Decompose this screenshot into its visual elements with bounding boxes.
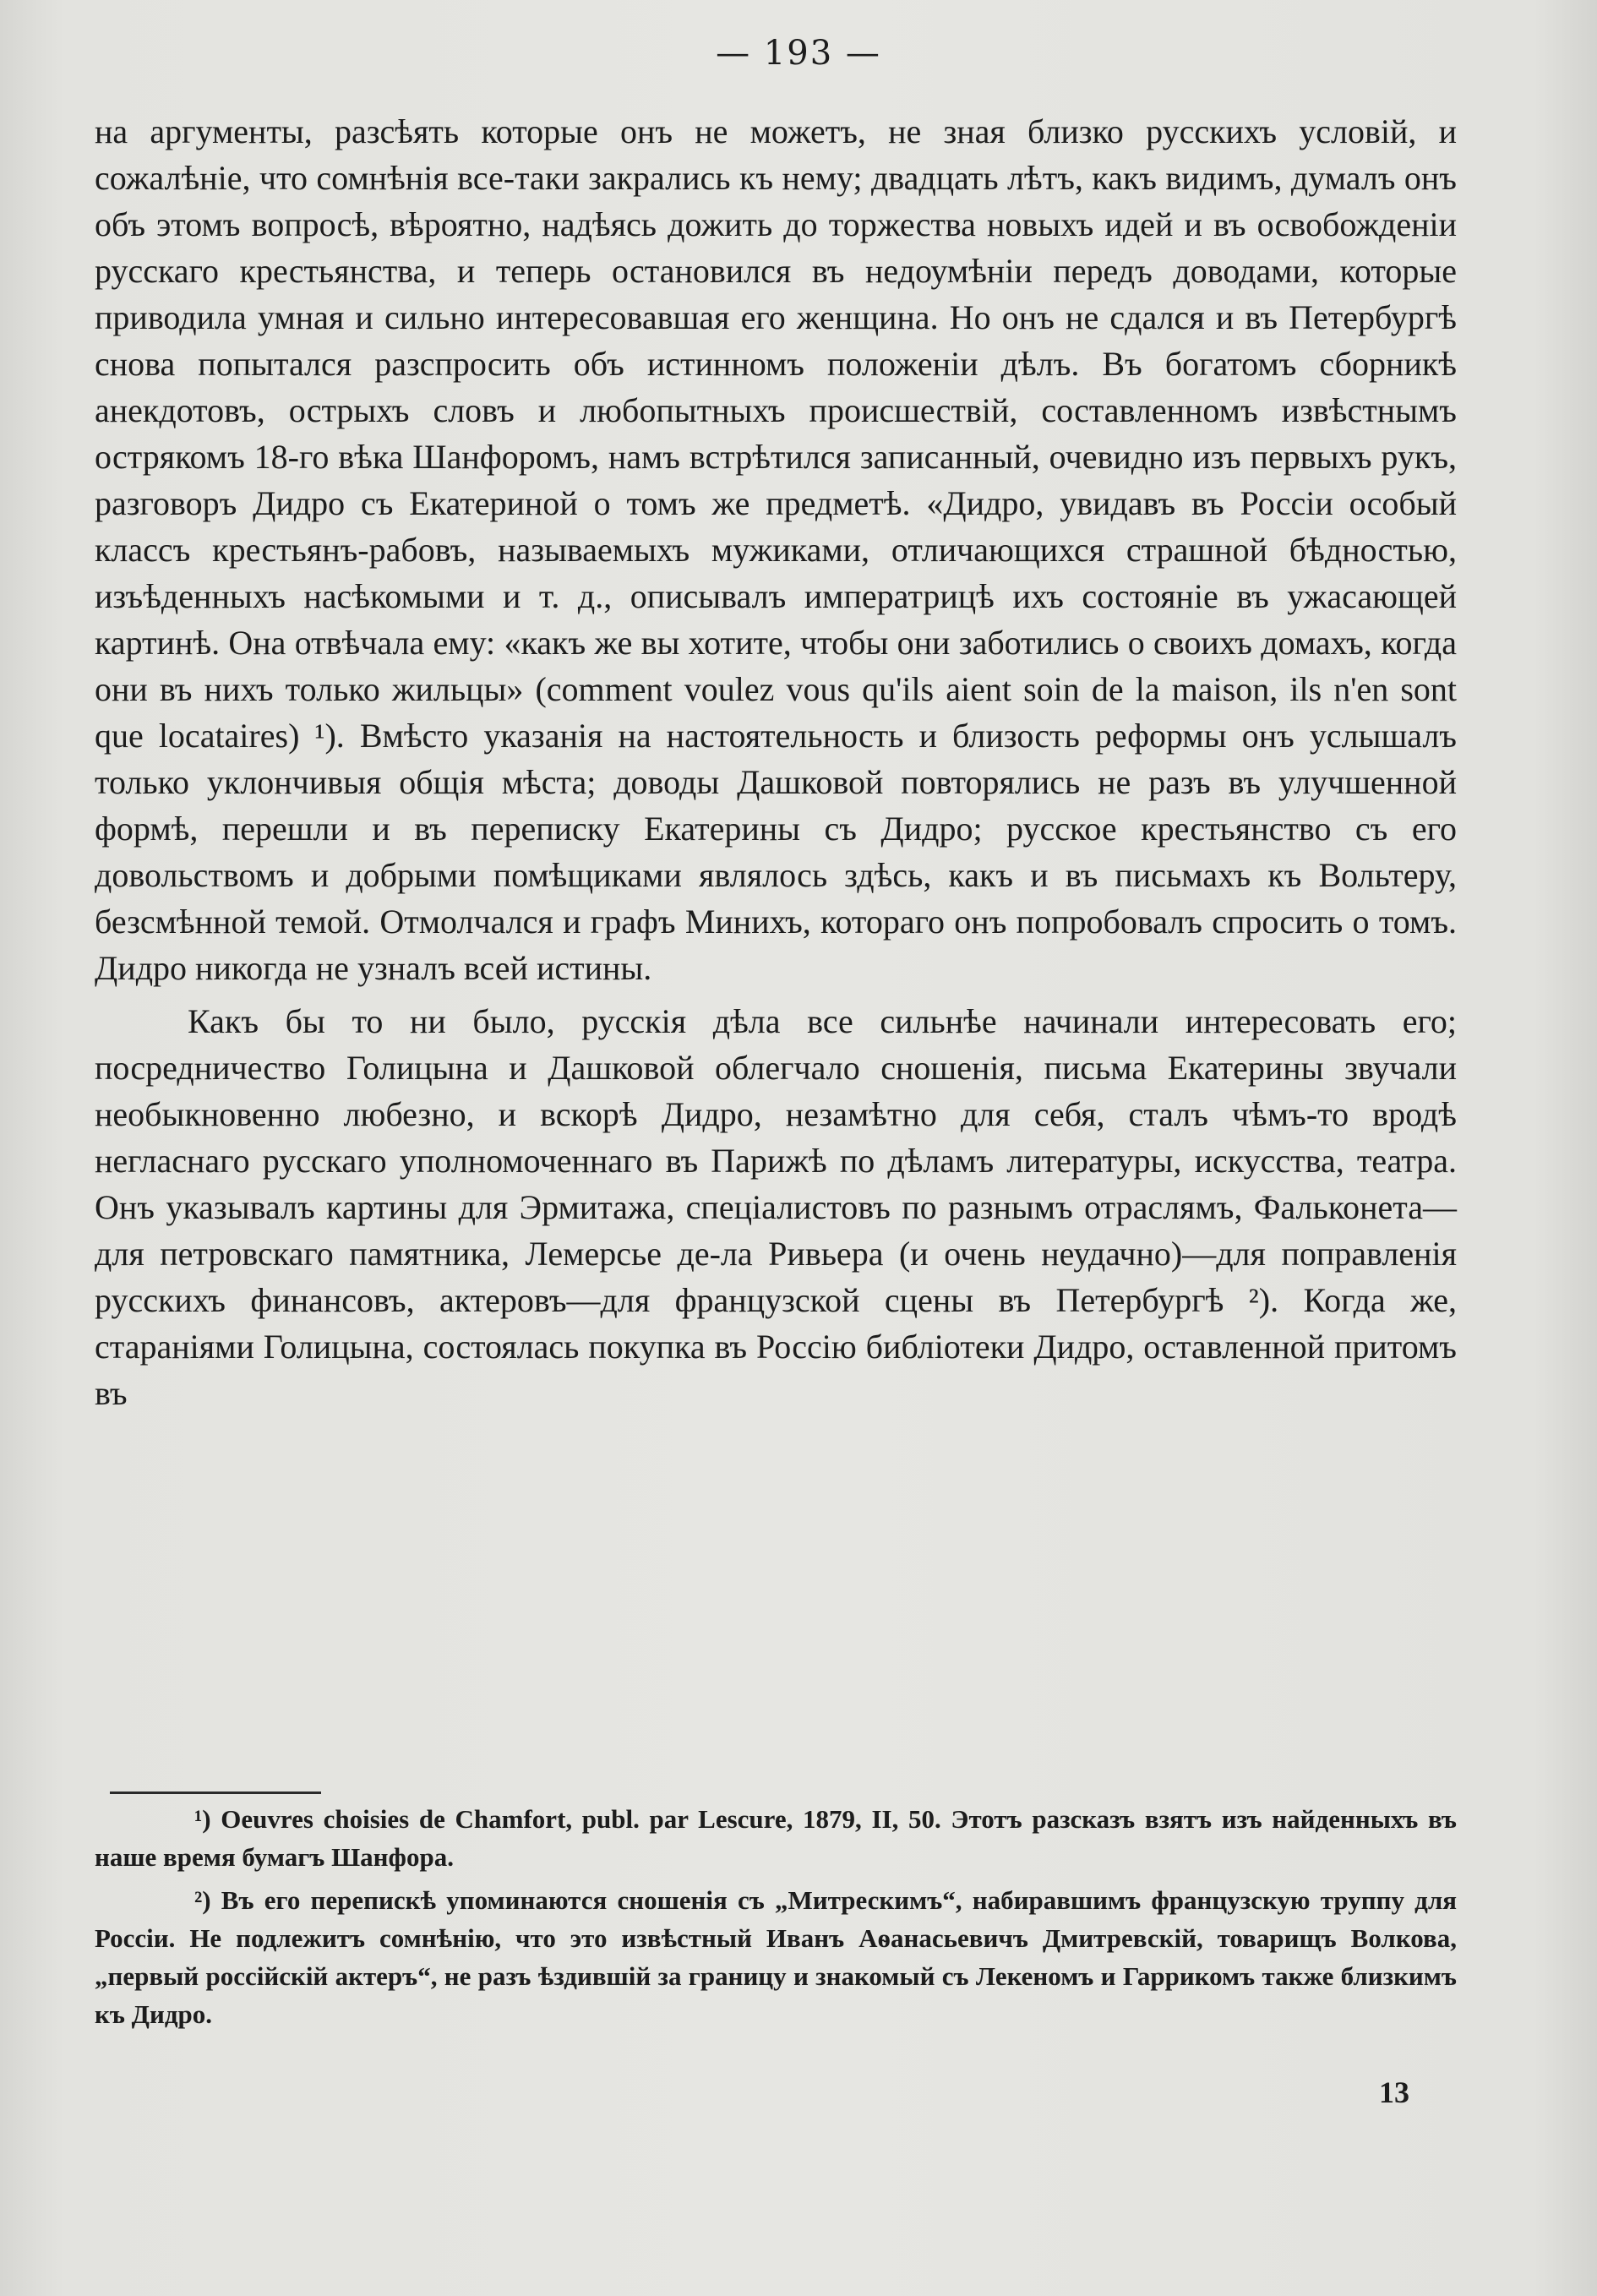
main-text <box>95 108 1457 1416</box>
signature-mark: 13 <box>1379 2075 1409 2109</box>
footnote-1: ¹) Oeuvres choisies de Chamfort, publ. par Lescure, 1879, II, 50. Этотъ разсказъ взятъ изъ найденныхъ въ наше время бумагъ Шанфора. <box>95 1804 1457 1872</box>
footnote-2: ²) Въ его перепискѣ упоминаются сношенія съ „Митрескимъ“, набиравшимъ французскую труппу для Россіи. Не подлежитъ сомнѣнію, что это извѣстный Иванъ Аѳанасьевичъ Дмитревскій, товарищъ Волкова, „первый россійскій актеръ“, не разъ ѣздившій за границу и знакомый съ Лекеномъ и Гаррикомъ также близкимъ къ Дидро. <box>95 1885 1457 2029</box>
paragraph-1: на аргументы, разсѣять которые онъ не можетъ, не зная близко русскихъ условій, и сожалѣніе, что сомнѣнія все-таки закрались къ нему; двадцать лѣтъ, какъ видимъ, думалъ онъ объ этомъ вопросѣ, вѣроятно, надѣясь дожить до торжества новыхъ идей и въ освобожденіи русскаго крестьянства, и теперь остановился въ недоумѣніи передъ доводами, которые приводила умная и сильно интересовавшая его женщина. Но онъ не сдался и въ Петербургѣ снова попытался разспросить объ истинномъ положеніи дѣлъ. Въ богатомъ сборникѣ анекдотовъ, острыхъ словъ и любопытныхъ происшествій, составленномъ извѣстнымъ острякомъ 18-го вѣка Шанфоромъ, намъ встрѣтился записанный, очевидно изъ первыхъ рукъ, разговоръ Дидро съ Екатериной о томъ же предметѣ. «Дидро, увидавъ въ Россіи особый классъ крестьянъ-рабовъ, называемыхъ мужиками, отличающихся страшной бѣдностью, изъѣденныхъ насѣкомыми и т. д., описывалъ императрицѣ ихъ состояніе въ ужасающей картинѣ. Она отвѣчала ему: «какъ же вы хотите, чтобы они заботились о своихъ домахъ, когда они въ нихъ только жильцы» (comment voulez vous qu'ils aient soin de la maison, ils n'en sont que locataires) ¹). Вмѣсто указанія на настоятельность и близость реформы онъ услышалъ только уклончивыя общія мѣста; доводы Дашковой повторялись не разъ въ улучшенной формѣ, перешли и въ переписку Екатерины съ Дидро; русское крестьянство съ его довольствомъ и добрыми помѣщиками являлось здѣсь, какъ и въ письмахъ къ Вольтеру, безсмѣнной темой. Отмолчался и графъ Минихъ, котораго онъ попробовалъ спросить о томъ. Дидро никогда не узналъ всей истины. <box>95 112 1457 987</box>
footnote-separator <box>110 1792 321 1794</box>
page-number-header: — 193 — <box>716 34 881 73</box>
paragraph-2: Какъ бы то ни было, русскія дѣла все сильнѣе начинали интересовать его; посредничество Голицына и Дашковой облегчало сношенія, письма Екатерины звучали необыкновенно любезно, и вскорѣ Дидро, незамѣтно для себя, сталъ чѣмъ-то вродѣ негласнаго русскаго уполномоченнаго въ Парижѣ по дѣламъ литературы, искусства, театра. Онъ указывалъ картины для Эрмитажа, спеціалистовъ по разнымъ отраслямъ, Фальконета—для петровскаго памятника, Лемерсье де-ла Ривьера (и очень неудачно)—для поправленія русскихъ финансовъ, актеровъ—для французской сцены въ Петербургѣ ²). Когда же, стараніями Голицына, состоялась покупка въ Россію библіотеки Дидро, оставленной притомъ въ <box>95 1002 1457 1412</box>
footnotes <box>95 1800 1457 2033</box>
